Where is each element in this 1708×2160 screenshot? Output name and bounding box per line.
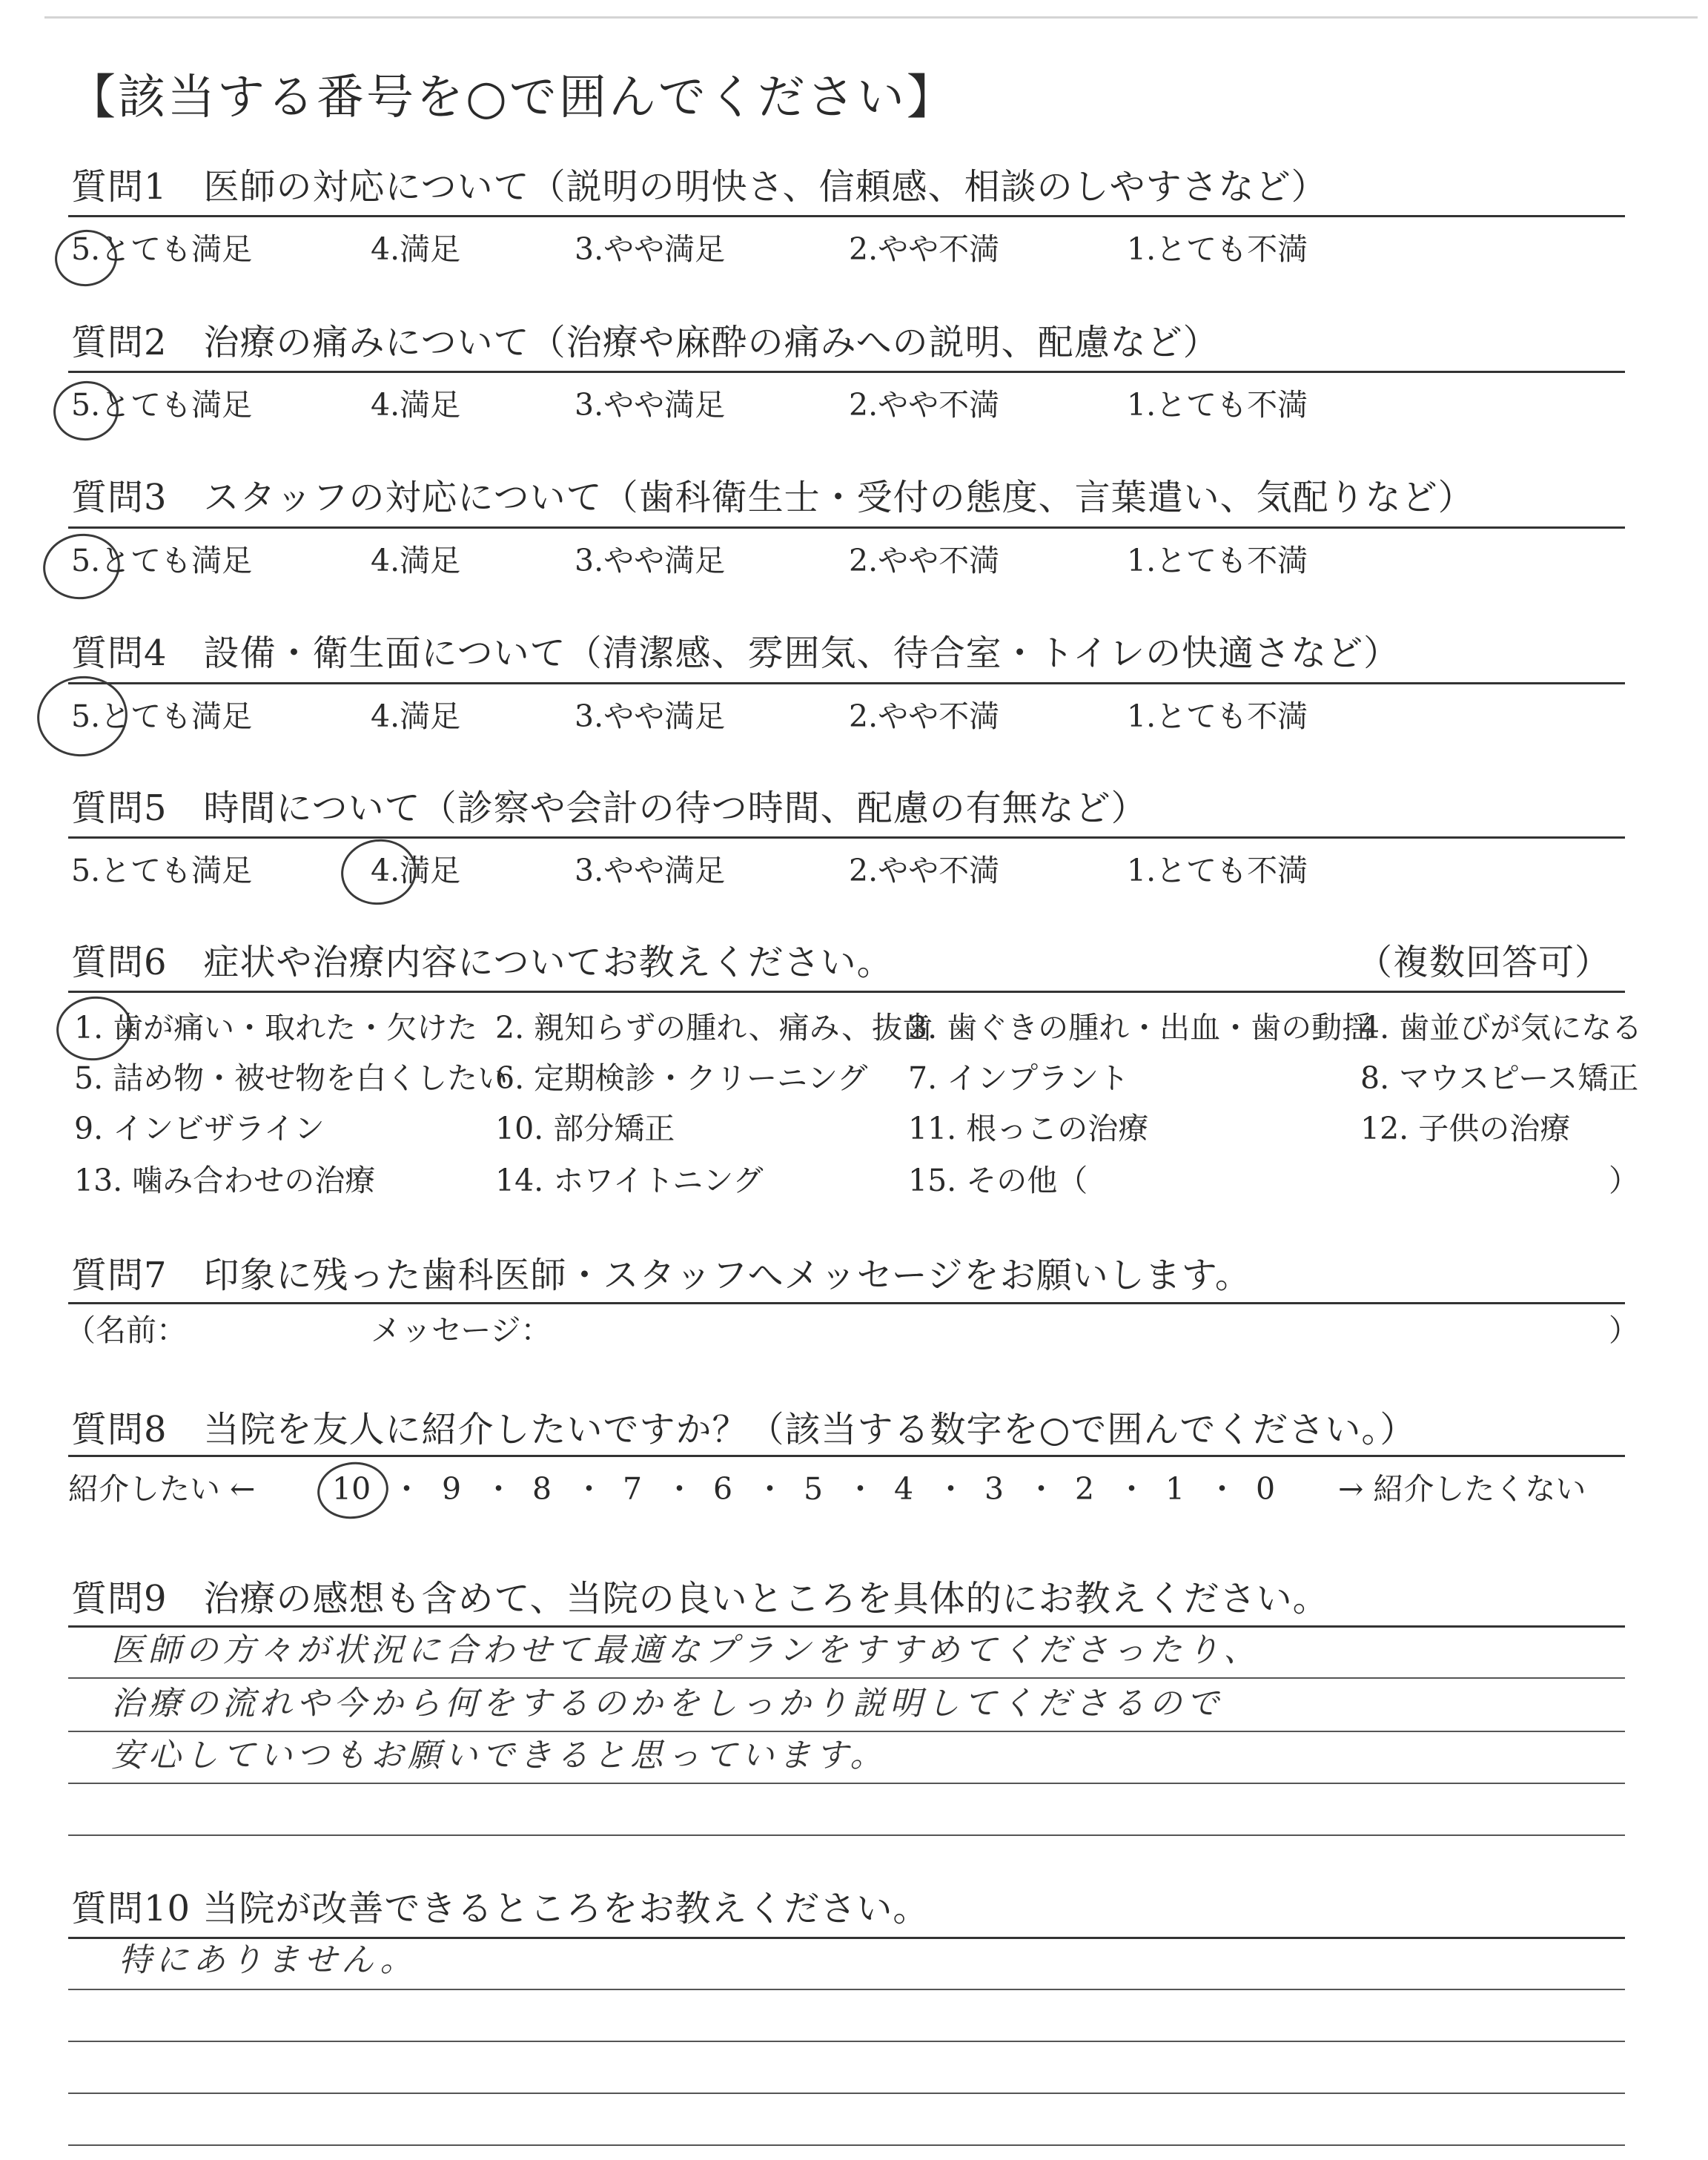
- question-8-label: 質問8 当院を友人に紹介したいですか？（該当する数字を○で囲んでください。）: [71, 1409, 1417, 1450]
- q1-option-5[interactable]: 5.とても満足: [71, 231, 253, 267]
- q7-close-paren: ）: [1609, 1312, 1639, 1348]
- q1-option-3[interactable]: 3.やや満足: [575, 231, 726, 267]
- q8-scale-8[interactable]: 8: [532, 1471, 552, 1507]
- q8-right-label: → 紹介したくない: [1338, 1471, 1586, 1507]
- q4-option-4[interactable]: 4.満足: [371, 698, 461, 734]
- q1-option-2[interactable]: 2.やや不満: [849, 231, 1000, 267]
- q6-option-3[interactable]: 3. 歯ぐきの腫れ・出血・歯の動揺: [908, 1010, 1373, 1046]
- q3-option-1[interactable]: 1.とても不満: [1127, 543, 1308, 578]
- question-1-rule: [68, 215, 1625, 217]
- q4-option-5[interactable]: 5.とても満足: [71, 698, 253, 734]
- q8-separator: ・: [1026, 1471, 1056, 1507]
- q6-option-13[interactable]: 13. 噛み合わせの治療: [74, 1163, 376, 1198]
- q7-name-label: （名前：: [65, 1312, 187, 1348]
- q8-scale-9[interactable]: 9: [442, 1471, 462, 1507]
- q8-scale-10[interactable]: 10: [332, 1471, 371, 1507]
- q8-separator: ・: [936, 1471, 966, 1507]
- q3-option-5[interactable]: 5.とても満足: [71, 543, 253, 578]
- q10-writing-line: [68, 2041, 1625, 2042]
- q8-separator: ・: [391, 1471, 422, 1507]
- q9-writing-line: [68, 1834, 1625, 1836]
- q8-separator: ・: [483, 1471, 514, 1507]
- q10-writing-line: [68, 2093, 1625, 2094]
- q3-option-3[interactable]: 3.やや満足: [575, 543, 726, 578]
- question-2-label: 質問2 治療の痛みについて（治療や麻酔の痛みへの説明、配慮など）: [71, 322, 1219, 363]
- q8-separator: ・: [1116, 1471, 1147, 1507]
- question-10-label: 質問10 当院が改善できるところをお教えください。: [71, 1888, 930, 1929]
- q9-answer-line-1: 医師の方々が状況に合わせて最適なプランをすすめてくださったり、: [111, 1631, 1261, 1669]
- q8-scale-1[interactable]: 1: [1165, 1471, 1185, 1507]
- question-9-rule: [68, 1625, 1625, 1628]
- q2-option-2[interactable]: 2.やや不満: [849, 387, 1000, 423]
- page-title: 【該当する番号を○で囲んでください】: [68, 70, 956, 125]
- q8-separator: ・: [1207, 1471, 1237, 1507]
- q10-answer-line-1: 特にありません。: [119, 1941, 417, 1979]
- question-4-rule: [68, 682, 1625, 684]
- q6-option-10[interactable]: 10. 部分矯正: [495, 1111, 675, 1146]
- q5-option-3[interactable]: 3.やや満足: [575, 853, 726, 888]
- q8-separator: ・: [574, 1471, 604, 1507]
- question-5-rule: [68, 836, 1625, 839]
- q8-scale-6[interactable]: 6: [713, 1471, 733, 1507]
- question-8-rule: [68, 1455, 1625, 1457]
- q2-option-4[interactable]: 4.満足: [371, 387, 461, 423]
- question-3-rule: [68, 526, 1625, 529]
- q2-option-5[interactable]: 5.とても満足: [71, 387, 253, 423]
- q5-option-4[interactable]: 4.満足: [371, 853, 461, 888]
- q10-writing-line: [68, 2144, 1625, 2146]
- q6-other-close-paren: ）: [1609, 1163, 1639, 1198]
- question-7-label: 質問7 印象に残った歯科医師・スタッフへメッセージをお願いします。: [71, 1255, 1251, 1296]
- question-5-label: 質問5 時間について（診察や会計の待つ時間、配慮の有無など）: [71, 787, 1148, 829]
- q9-answer-line-3: 安心していつもお願いできると思っています。: [111, 1737, 887, 1774]
- question-6-label: 質問6 症状や治療内容についてお教えください。: [71, 942, 893, 983]
- question-9-label: 質問9 治療の感想も含めて、当院の良いところを具体的にお教えください。: [71, 1578, 1329, 1619]
- q8-scale-3[interactable]: 3: [984, 1471, 1004, 1507]
- q9-writing-line: [68, 1731, 1625, 1732]
- q6-option-11[interactable]: 11. 根っこの治療: [908, 1111, 1149, 1146]
- q6-option-7[interactable]: 7. インプラント: [908, 1060, 1130, 1096]
- q8-separator: ・: [664, 1471, 695, 1507]
- q6-option-12[interactable]: 12. 子供の治療: [1360, 1111, 1571, 1146]
- q2-option-1[interactable]: 1.とても不満: [1127, 387, 1308, 423]
- q6-option-2[interactable]: 2. 親知らずの腫れ、痛み、抜歯: [495, 1010, 933, 1046]
- q9-writing-line: [68, 1783, 1625, 1784]
- question-6-rule: [68, 991, 1625, 993]
- question-10-rule: [68, 1937, 1625, 1939]
- q6-option-6[interactable]: 6. 定期検診・クリーニング: [495, 1060, 868, 1096]
- q4-option-3[interactable]: 3.やや満足: [575, 698, 726, 734]
- q8-scale-5[interactable]: 5: [804, 1471, 824, 1507]
- q5-option-5[interactable]: 5.とても満足: [71, 853, 253, 888]
- q8-separator: ・: [755, 1471, 785, 1507]
- q8-scale-7[interactable]: 7: [623, 1471, 643, 1507]
- q8-left-label: 紹介したい ←: [68, 1471, 256, 1507]
- q6-option-14[interactable]: 14. ホワイトニング: [495, 1163, 764, 1198]
- q1-option-1[interactable]: 1.とても不満: [1127, 231, 1308, 267]
- question-2-rule: [68, 371, 1625, 373]
- q8-scale-0[interactable]: 0: [1256, 1471, 1276, 1507]
- q8-scale-4[interactable]: 4: [894, 1471, 914, 1507]
- q6-option-9[interactable]: 9. インビザライン: [74, 1111, 325, 1146]
- question-4-label: 質問4 設備・衛生面について（清潔感、雰囲気、待合室・トイレの快適さなど）: [71, 633, 1400, 674]
- q5-option-1[interactable]: 1.とても不満: [1127, 853, 1308, 888]
- top-border: [44, 16, 1698, 19]
- q9-answer-line-2: 治療の流れや今から何をするのかをしっかり説明してくださるので: [111, 1685, 1223, 1723]
- q4-option-2[interactable]: 2.やや不満: [849, 698, 1000, 734]
- q7-message-label: メッセージ：: [371, 1312, 552, 1348]
- q6-option-8[interactable]: 8. マウスピース矯正: [1360, 1060, 1639, 1096]
- question-3-label: 質問3 スタッフの対応について（歯科衛生士・受付の態度、言葉遣い、気配りなど）: [71, 477, 1474, 518]
- q9-writing-line: [68, 1677, 1625, 1679]
- question-7-rule: [68, 1302, 1625, 1304]
- q6-option-4[interactable]: 4. 歯並びが気になる: [1360, 1010, 1643, 1046]
- q6-option-5[interactable]: 5. 詰め物・被せ物を白くしたい: [74, 1060, 509, 1096]
- q3-option-4[interactable]: 4.満足: [371, 543, 461, 578]
- q4-option-1[interactable]: 1.とても不満: [1127, 698, 1308, 734]
- q6-option-15[interactable]: 15. その他（: [908, 1163, 1088, 1198]
- q10-writing-line: [68, 1989, 1625, 1990]
- q6-option-1[interactable]: 1. 歯が痛い・取れた・欠けた: [74, 1010, 478, 1046]
- question-1-label: 質問1 医師の対応について（説明の明快さ、信頼感、相談のしやすさなど）: [71, 166, 1328, 208]
- question-6-note: （複数回答可）: [1357, 942, 1612, 983]
- q8-separator: ・: [845, 1471, 875, 1507]
- q3-option-2[interactable]: 2.やや不満: [849, 543, 1000, 578]
- q1-option-4[interactable]: 4.満足: [371, 231, 461, 267]
- q5-option-2[interactable]: 2.やや不満: [849, 853, 1000, 888]
- q2-option-3[interactable]: 3.やや満足: [575, 387, 726, 423]
- q8-scale-2[interactable]: 2: [1075, 1471, 1095, 1507]
